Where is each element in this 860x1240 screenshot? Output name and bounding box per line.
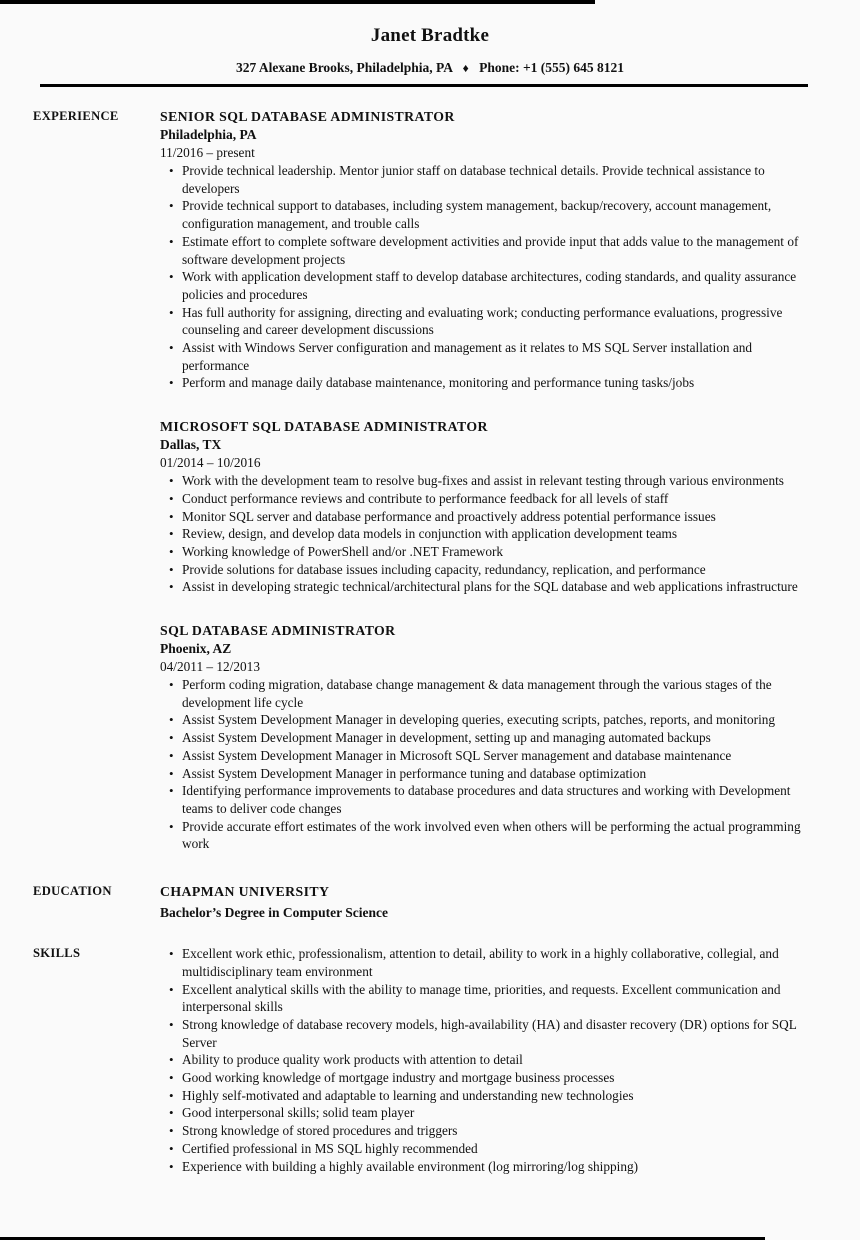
job-location: Phoenix, AZ (160, 641, 232, 657)
job-entry (160, 622, 810, 853)
school-name: CHAPMAN UNIVERSITY (160, 884, 330, 900)
resume-body (0, 87, 860, 1175)
resume-header (0, 0, 860, 87)
bullet-item: • Certified professional in MS SQL highly recommended (182, 1140, 810, 1158)
education-content (160, 883, 810, 922)
bullet-item: • Working knowledge of PowerShell and/or .NET Framework (182, 543, 810, 561)
bullet-item: • Assist System Development Manager in performance tuning and database optimization (182, 765, 810, 783)
bullet-item: • Work with the development team to resolve bug-fixes and assist in relevant testing through various environments (182, 472, 810, 490)
skills-content (160, 945, 810, 1175)
bullet-item: • Has full authority for assigning, directing and evaluating work; conducting performance evaluations, progressive counseling and career development discussions (182, 304, 810, 339)
bullet-item: • Conduct performance reviews and contribute to performance feedback for all levels of staff (182, 490, 810, 508)
bullet-item: • Review, design, and develop data models in conjunction with application development teams (182, 525, 810, 543)
job-dates: 11/2016 – present (160, 145, 255, 160)
contact-address: 327 Alexane Brooks, Philadelphia, PA (235, 60, 453, 75)
job-bullet-list (160, 472, 810, 596)
bullet-item: • Perform and manage daily database maintenance, monitoring and performance tuning tasks/jobs (182, 374, 810, 392)
top-border-line (0, 0, 595, 4)
job-bullet-list (160, 676, 810, 853)
bullet-item: • Good working knowledge of mortgage industry and mortgage business processes (182, 1069, 810, 1087)
bullet-item: • Strong knowledge of stored procedures and triggers (182, 1122, 810, 1140)
bullet-item: • Excellent analytical skills with the ability to manage time, priorities, and requests. Excellent communication and interpersonal skills (182, 981, 810, 1016)
bullet-item: • Strong knowledge of database recovery models, high-availability (HA) and disaster recovery (DR) options for SQL Server (182, 1016, 810, 1051)
job-dates: 01/2014 – 10/2016 (160, 455, 261, 471)
experience-section (33, 108, 810, 853)
education-section (33, 883, 810, 922)
bullet-item: • Assist System Development Manager in development, setting up and managing automated backups (182, 729, 810, 747)
bullet-item: • Assist in developing strategic technical/architectural plans for the SQL database and web applications infrastructure (182, 578, 810, 596)
contact-line (0, 60, 860, 76)
job-bullet-list (160, 162, 810, 392)
job-location: Philadelphia, PA (160, 127, 257, 142)
bullet-item: • Assist System Development Manager in Microsoft SQL Server management and database maintenance (182, 747, 810, 765)
bullet-item: • Perform coding migration, database change management & data management through the various stages of the development life cycle (182, 676, 810, 711)
job-title: SENIOR SQL DATABASE ADMINISTRATOR (160, 109, 455, 124)
job-title: MICROSOFT SQL DATABASE ADMINISTRATOR (160, 419, 488, 435)
experience-content (160, 108, 810, 853)
degree-name: Bachelor’s Degree in Computer Science (160, 905, 388, 921)
bullet-item: • Highly self-motivated and adaptable to learning and understanding new technologies (182, 1087, 810, 1105)
bullet-item: • Ability to produce quality work products with attention to detail (182, 1051, 810, 1069)
job-location: Dallas, TX (160, 437, 222, 453)
bullet-item: • Assist System Development Manager in developing queries, executing scripts, patches, reports, and monitoring (182, 711, 810, 729)
bullet-item: • Excellent work ethic, professionalism, attention to detail, ability to work in a highly collaborative, collegial, and multidisciplinary team environment (182, 945, 810, 980)
bullet-item: • Provide accurate effort estimates of the work involved even when others will be performing the actual programming work (182, 818, 810, 853)
bullet-item: • Provide technical support to databases, including system management, backup/recovery, account management, configuration management, and trouble calls (182, 197, 810, 232)
bullet-item: • Work with application development staff to develop database architectures, coding standards, and quality assurance policies and procedures (182, 268, 810, 303)
skills-bullet-list (160, 945, 810, 1175)
bullet-item: • Provide solutions for database issues including capacity, redundancy, replication, and performance (182, 561, 810, 579)
candidate-name: Janet Bradtke (370, 25, 490, 46)
skills-section (33, 945, 810, 1175)
job-entry (160, 418, 810, 596)
diamond-icon: ♦ (462, 61, 469, 75)
contact-phone: Phone: +1 (555) 645 8121 (479, 60, 625, 75)
bullet-item: • Identifying performance improvements to database procedures and data structures and working with Development teams to deliver code changes (182, 782, 810, 817)
section-label-skills: SKILLS (33, 946, 81, 961)
bullet-item: • Estimate effort to complete software development activities and provide input that adds value to the management of software development projects (182, 233, 810, 268)
job-entry (160, 108, 810, 392)
section-label-experience: EXPERIENCE (33, 109, 119, 123)
section-label-education: EDUCATION (33, 884, 112, 899)
bullet-item: • Experience with building a highly available environment (log mirroring/log shipping) (182, 1158, 810, 1176)
bullet-item: • Provide technical leadership. Mentor junior staff on database technical details. Provide technical assistance to developers (182, 162, 810, 197)
bullet-item: • Assist with Windows Server configuration and management as it relates to MS SQL Server installation and performance (182, 339, 810, 374)
bullet-item: • Good interpersonal skills; solid team player (182, 1104, 810, 1122)
bullet-item: • Monitor SQL server and database performance and proactively address potential performance issues (182, 508, 810, 526)
job-title: SQL DATABASE ADMINISTRATOR (160, 623, 396, 639)
job-dates: 04/2011 – 12/2013 (160, 659, 260, 675)
